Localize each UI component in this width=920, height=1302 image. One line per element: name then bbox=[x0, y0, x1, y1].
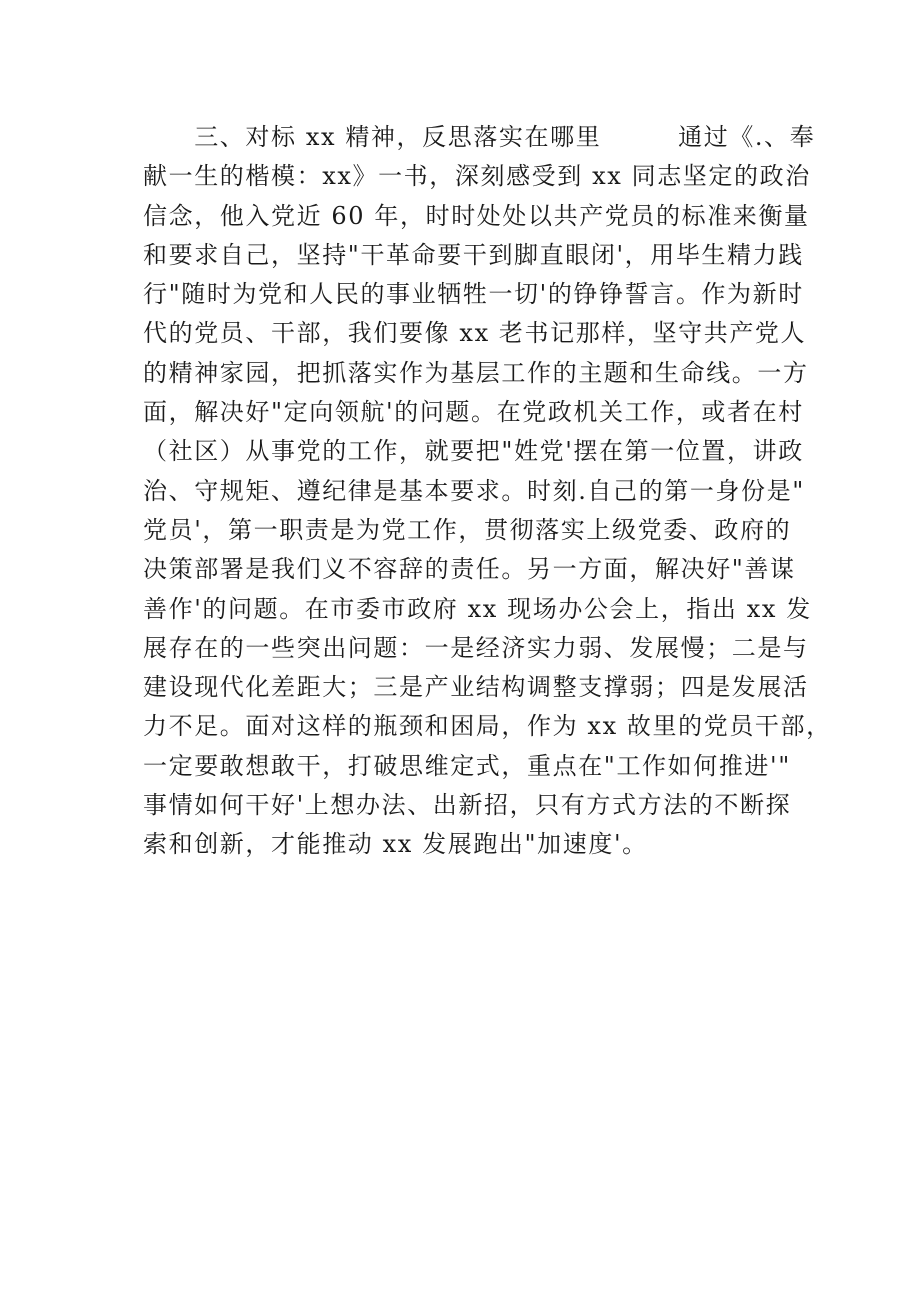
text-line: 治、守规矩、遵纪律是基本要求。时刻.自己的第一身份是" bbox=[143, 476, 805, 505]
text-line: 善作'的问题。在市委市政府 xx 现场办公会上，指出 xx 发 bbox=[143, 594, 812, 623]
text-line: 决策部署是我们义不容辞的责任。另一方面，解决好"善谋 bbox=[143, 555, 796, 584]
text-line: 力不足。面对这样的瓶颈和困局，作为 xx 故里的党员干部， bbox=[143, 712, 832, 741]
text-line: 党员'，第一职责是为党工作，贯彻落实上级党委、政府的 bbox=[143, 515, 792, 544]
text-line: 和要求自己，坚持"干革命要干到脚直眼闭'，用毕生精力践 bbox=[143, 240, 804, 269]
text-line: 事情如何干好'上想办法、出新招，只有方式方法的不断探 bbox=[143, 791, 792, 820]
text-line: 信念，他入党近 60 年，时时处处以共产党员的标准来衡量 bbox=[143, 201, 810, 230]
text-line: 索和创新，才能推动 xx 发展跑出"加速度'。 bbox=[143, 830, 648, 859]
body-paragraph bbox=[143, 118, 832, 865]
text-line: 代的党员、干部，我们要像 xx 老书记那样，坚守共产党人 bbox=[143, 319, 807, 348]
text-line: 献一生的楷模：xx》一书，深刻感受到 xx 同志坚定的政治 bbox=[143, 162, 811, 191]
text-line: 面，解决好"定向领航'的问题。在党政机关工作，或者在村 bbox=[143, 398, 804, 427]
text-line: 的精神家园，把抓落实作为基层工作的主题和生命线。一方 bbox=[143, 358, 809, 387]
text-line: 展存在的一些突出问题：一是经济实力弱、发展慢；二是与 bbox=[143, 633, 809, 662]
text-line: 建设现代化差距大；三是产业结构调整支撑弱；四是发展活 bbox=[143, 673, 809, 702]
text-line: 一定要敢想敢干，打破思维定式，重点在"工作如何推进'" bbox=[143, 751, 791, 780]
text-line: 三、对标 xx 精神，反思落实在哪里 通过《.、奉 bbox=[143, 123, 816, 151]
text-line: 行"随时为党和人民的事业牺牲一切'的铮铮誓言。作为新时 bbox=[143, 280, 804, 309]
text-line: （社区）从事党的工作，就要把"姓党'摆在第一位置，讲政 bbox=[143, 437, 804, 466]
